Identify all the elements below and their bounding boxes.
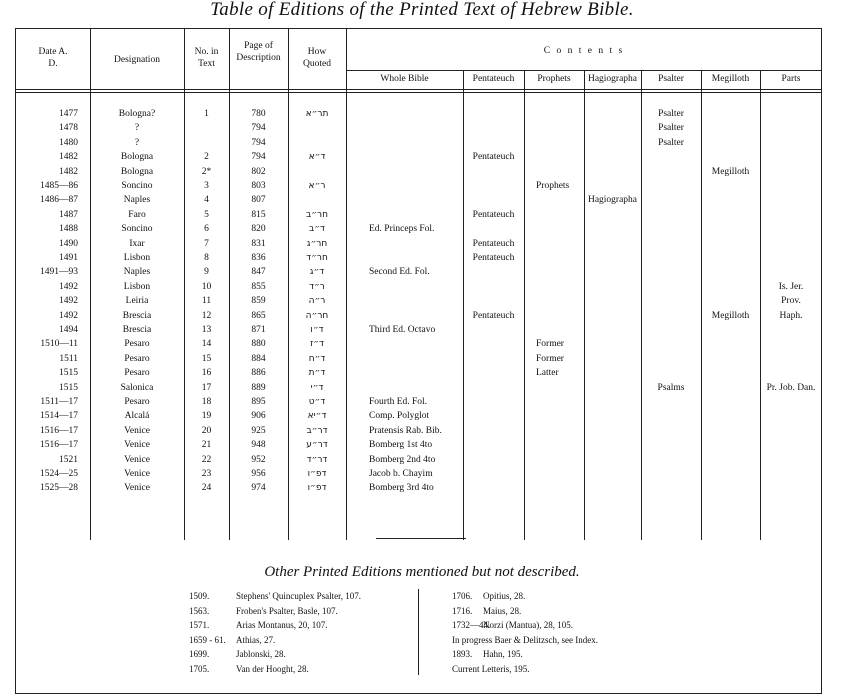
- col-divider: [584, 70, 585, 540]
- cell-designation: Venice: [124, 469, 150, 479]
- cell-whole: Third Ed. Octavo: [369, 325, 436, 335]
- subheader-prophets: Prophets: [537, 74, 571, 84]
- cell-designation: Lisbon: [123, 281, 151, 292]
- other-entry: Jablonski, 28.: [236, 649, 286, 660]
- other-entry: Hahn, 195.: [483, 649, 523, 660]
- cell-designation: ?: [134, 123, 140, 134]
- col-divider: [463, 70, 464, 540]
- cell-date: 1524—25: [40, 469, 78, 479]
- cell-parts: Haph.: [779, 310, 803, 321]
- cell-no: 18: [201, 397, 212, 407]
- cell-whole: Bomberg 3rd 4to: [369, 483, 434, 494]
- cell-designation: ?: [134, 137, 140, 148]
- cell-page: 803: [251, 181, 266, 191]
- cell-date: 1491: [59, 253, 78, 263]
- cell-no: 22: [201, 454, 212, 465]
- other-entry: Athias, 27.: [236, 634, 276, 645]
- cell-date: 1486—87: [40, 195, 78, 206]
- cell-designation: Leiria: [125, 296, 149, 307]
- cell-megil: Megilloth: [711, 166, 750, 177]
- cell-designation: Bologna: [120, 166, 154, 177]
- cell-whole: Comp. Polyglot: [369, 411, 430, 422]
- cell-designation: Soncino: [121, 224, 153, 235]
- cell-no: 21: [201, 440, 212, 451]
- cell-no: 4: [204, 195, 209, 206]
- cell-designation: Ixar: [129, 238, 145, 249]
- cell-page: 859: [251, 296, 266, 307]
- cell-parts: Prov.: [781, 296, 801, 307]
- cell-page: 871: [251, 325, 266, 335]
- cell-how: ר״ה: [308, 296, 326, 307]
- cell-page: 884: [251, 353, 266, 364]
- cell-no: 14: [201, 339, 212, 350]
- cell-how: ד״א: [308, 152, 326, 163]
- cell-page: 948: [251, 440, 266, 451]
- cell-proph: Former: [536, 339, 564, 350]
- cell-hagio: Hagiographa: [587, 195, 638, 206]
- header-top-rule: [16, 28, 822, 29]
- other-entry: In progress Baer & Delitzsch, see Index.: [452, 634, 598, 645]
- subheader-parts: Parts: [781, 74, 801, 84]
- cell-page: 952: [251, 454, 266, 465]
- cell-designation: Brescia: [122, 325, 152, 335]
- header-contents: C o n t e n t s: [543, 46, 625, 56]
- cell-how: ר״א: [308, 181, 326, 191]
- cell-designation: Faro: [128, 209, 146, 220]
- cell-date: 1511: [59, 353, 78, 364]
- other-entry: Current Letteris, 195.: [452, 664, 530, 674]
- header-page: [229, 40, 288, 64]
- cell-how: חר״ב: [306, 209, 328, 220]
- cell-date: 1515: [59, 382, 78, 393]
- cell-designation: Pesaro: [124, 353, 150, 364]
- other-entry: Froben's Psalter, Basle, 107.: [236, 605, 338, 616]
- subheader-hagiographa: Hagiographa: [587, 74, 638, 84]
- cell-whole: Bomberg 2nd 4to: [369, 454, 436, 465]
- cell-date: 1492: [59, 310, 78, 321]
- cell-how: חר״ג: [306, 238, 328, 249]
- cell-pent: Pentateuch: [472, 310, 515, 321]
- cell-how: ד״ח: [308, 353, 326, 364]
- cell-date: 1490: [59, 238, 78, 249]
- cell-how: דר״ד: [306, 454, 328, 465]
- header-number: [184, 46, 229, 70]
- subheader-psalter: Psalter: [658, 74, 684, 84]
- cell-designation: Brescia: [122, 310, 152, 321]
- cell-how: ד״ו: [310, 325, 324, 335]
- other-entry: Arias Montanus, 20, 107.: [236, 620, 328, 631]
- cell-page: 820: [251, 224, 266, 235]
- subheader-pentateuch: Pentateuch: [472, 74, 515, 84]
- cell-how: דפ״ו: [307, 483, 327, 494]
- other-editions-divider: [418, 589, 419, 675]
- cell-page: 974: [251, 483, 266, 494]
- cell-megil: Megilloth: [711, 310, 750, 321]
- cell-designation: Pesaro: [124, 339, 150, 350]
- cell-how: ד״ז: [310, 339, 324, 350]
- cell-no: 23: [201, 469, 212, 479]
- cell-date: 1478: [59, 123, 78, 134]
- cell-date: 1521: [59, 454, 78, 465]
- cell-date: 1482: [59, 166, 78, 177]
- cell-how: ד״ב: [309, 224, 325, 235]
- cell-page: 889: [251, 382, 266, 393]
- cell-date: 1485—86: [40, 181, 78, 191]
- cell-whole: Bomberg 1st 4to: [369, 440, 433, 451]
- cell-psalter: Psalter: [658, 137, 684, 148]
- cell-no: 7: [204, 238, 209, 249]
- cell-page: 895: [251, 397, 266, 407]
- other-entry: Opitius, 28.: [483, 591, 526, 601]
- cell-date: 1482: [59, 152, 78, 163]
- cell-no: 10: [201, 281, 212, 292]
- cell-date: 1525—28: [40, 483, 78, 494]
- cell-designation: Naples: [123, 267, 151, 278]
- cell-whole: Jacob b. Chayim: [369, 469, 433, 479]
- cell-designation: Venice: [124, 454, 150, 465]
- page-title: Table of Editions of the Printed Text of Hebrew Bible.: [210, 0, 634, 20]
- cell-how: דפ״ו: [307, 469, 327, 479]
- cell-pent: Pentateuch: [472, 152, 515, 163]
- cell-date: 1491—93: [40, 267, 78, 278]
- cell-date: 1515: [59, 368, 78, 379]
- cell-date: 1477: [59, 109, 78, 119]
- cell-page: 780: [251, 109, 266, 119]
- cell-date: 1514—17: [40, 411, 78, 422]
- other-year: 1716.: [452, 605, 473, 616]
- cell-whole: Pratensis Rab. Bib.: [369, 425, 442, 436]
- section-divider: [376, 538, 466, 539]
- cell-no: 2: [204, 152, 209, 163]
- cell-no: 1: [204, 109, 209, 119]
- cell-psalter: Psalter: [658, 123, 684, 134]
- cell-designation: Lisbon: [123, 253, 151, 263]
- cell-how: דר״ע: [306, 440, 328, 451]
- cell-how: תר״א: [305, 109, 329, 119]
- cell-parts: Pr. Job. Dan.: [766, 382, 816, 393]
- header-how-label: How Quoted: [303, 47, 331, 69]
- other-year: 1563.: [189, 605, 210, 616]
- cell-designation: Pesaro: [124, 397, 150, 407]
- subheader-megilloth: Megilloth: [711, 74, 750, 84]
- cell-whole: Ed. Princeps Fol.: [369, 224, 435, 235]
- other-year: 1705.: [189, 664, 210, 674]
- cell-how: ר״ד: [309, 281, 325, 292]
- other-year: 1509.: [189, 591, 210, 601]
- cell-designation: Bologna: [120, 152, 154, 163]
- header-page-label: Page of Description: [236, 41, 281, 63]
- cell-designation: Salonica: [120, 382, 154, 393]
- cell-no: 13: [201, 325, 212, 335]
- cell-page: 956: [251, 469, 266, 479]
- cell-page: 855: [251, 281, 266, 292]
- cell-date: 1516—17: [40, 425, 78, 436]
- other-year: 1699.: [189, 649, 210, 660]
- cell-psalter: Psalter: [658, 109, 684, 119]
- cell-designation: Venice: [124, 483, 150, 494]
- cell-page: 807: [251, 195, 266, 206]
- cell-how: חר״ד: [306, 253, 328, 263]
- cell-pent: Pentateuch: [472, 209, 515, 220]
- other-year: 1732—44.: [452, 620, 491, 631]
- other-entry: Norzi (Mantua), 28, 105.: [483, 620, 573, 631]
- cell-no: 2*: [201, 166, 212, 177]
- cell-how: ד״יא: [307, 411, 327, 422]
- cell-no: 19: [201, 411, 212, 422]
- cell-whole: Second Ed. Fol.: [369, 267, 430, 278]
- other-entry: Van der Hooght, 28.: [236, 664, 309, 674]
- cell-date: 1492: [59, 296, 78, 307]
- cell-date: 1480: [59, 137, 78, 148]
- cell-no: 17: [201, 382, 212, 393]
- cell-pent: Pentateuch: [472, 238, 515, 249]
- header-how-quoted: [288, 46, 346, 70]
- cell-page: 794: [251, 137, 266, 148]
- other-entry: Stephens' Quincuplex Psalter, 107.: [236, 591, 361, 601]
- cell-no: 20: [201, 425, 212, 436]
- cell-designation: Alcalá: [124, 411, 150, 422]
- cell-no: 12: [201, 310, 212, 321]
- cell-no: 3: [204, 181, 209, 191]
- other-editions-title: Other Printed Editions mentioned but not described.: [264, 564, 580, 580]
- cell-page: 906: [251, 411, 266, 422]
- cell-designation: Soncino: [121, 181, 153, 191]
- cell-page: 802: [251, 166, 266, 177]
- other-year: 1571.: [189, 620, 210, 631]
- cell-page: 831: [251, 238, 266, 249]
- cell-no: 8: [204, 253, 209, 263]
- cell-designation: Bologna?: [118, 109, 156, 119]
- col-divider: [524, 70, 525, 540]
- cell-page: 836: [251, 253, 266, 263]
- header-date-label: Date A. D.: [38, 47, 68, 69]
- other-year: 1659 - 61.: [189, 634, 226, 645]
- cell-how: ד״ת: [308, 368, 326, 379]
- cell-no: 24: [201, 483, 212, 494]
- cell-page: 880: [251, 339, 266, 350]
- cell-page: 794: [251, 123, 266, 134]
- cell-page: 815: [251, 209, 266, 220]
- cell-pent: Pentateuch: [472, 253, 515, 263]
- cell-designation: Venice: [124, 440, 150, 451]
- cell-proph: Latter: [536, 368, 559, 379]
- col-divider: [346, 28, 347, 540]
- cell-page: 794: [251, 152, 266, 163]
- cell-page: 886: [251, 368, 266, 379]
- cell-date: 1494: [59, 325, 78, 335]
- cell-proph: Prophets: [536, 181, 570, 191]
- cell-no: 16: [201, 368, 212, 379]
- cell-parts: Is. Jer.: [778, 281, 804, 292]
- cell-psalter: Psalms: [657, 382, 685, 393]
- cell-whole: Fourth Ed. Fol.: [369, 397, 428, 407]
- cell-how: דר״ב: [306, 425, 328, 436]
- cell-page: 847: [251, 267, 266, 278]
- cell-no: 15: [201, 353, 212, 364]
- cell-no: 6: [204, 224, 209, 235]
- cell-proph: Former: [536, 353, 564, 364]
- subheader-whole-bible: Whole Bible: [380, 74, 429, 84]
- other-year: 1706.: [452, 591, 473, 601]
- cell-no: 11: [201, 296, 212, 307]
- col-divider: [701, 70, 702, 540]
- cell-date: 1516—17: [40, 440, 78, 451]
- header-designation: Designation: [114, 55, 160, 65]
- cell-date: 1492: [59, 281, 78, 292]
- cell-designation: Naples: [123, 195, 151, 206]
- cell-designation: Pesaro: [124, 368, 150, 379]
- cell-how: ד״י: [310, 382, 324, 393]
- cell-date: 1487: [59, 209, 78, 220]
- header-date: [16, 46, 90, 70]
- cell-designation: Venice: [124, 425, 150, 436]
- cell-page: 865: [251, 310, 266, 321]
- cell-date: 1488: [59, 224, 78, 235]
- cell-how: חר״ה: [305, 310, 329, 321]
- header-number-label: No. in Text: [194, 47, 219, 69]
- other-entry: Maius, 28.: [483, 605, 522, 616]
- cell-page: 925: [251, 425, 266, 436]
- cell-no: 9: [204, 267, 209, 278]
- other-year: 1893.: [452, 649, 473, 660]
- cell-how: ד״ט: [308, 397, 326, 407]
- cell-no: 5: [204, 209, 209, 220]
- cell-date: 1511—17: [40, 397, 78, 407]
- cell-how: ד״ג: [309, 267, 325, 278]
- cell-date: 1510—11: [40, 339, 78, 350]
